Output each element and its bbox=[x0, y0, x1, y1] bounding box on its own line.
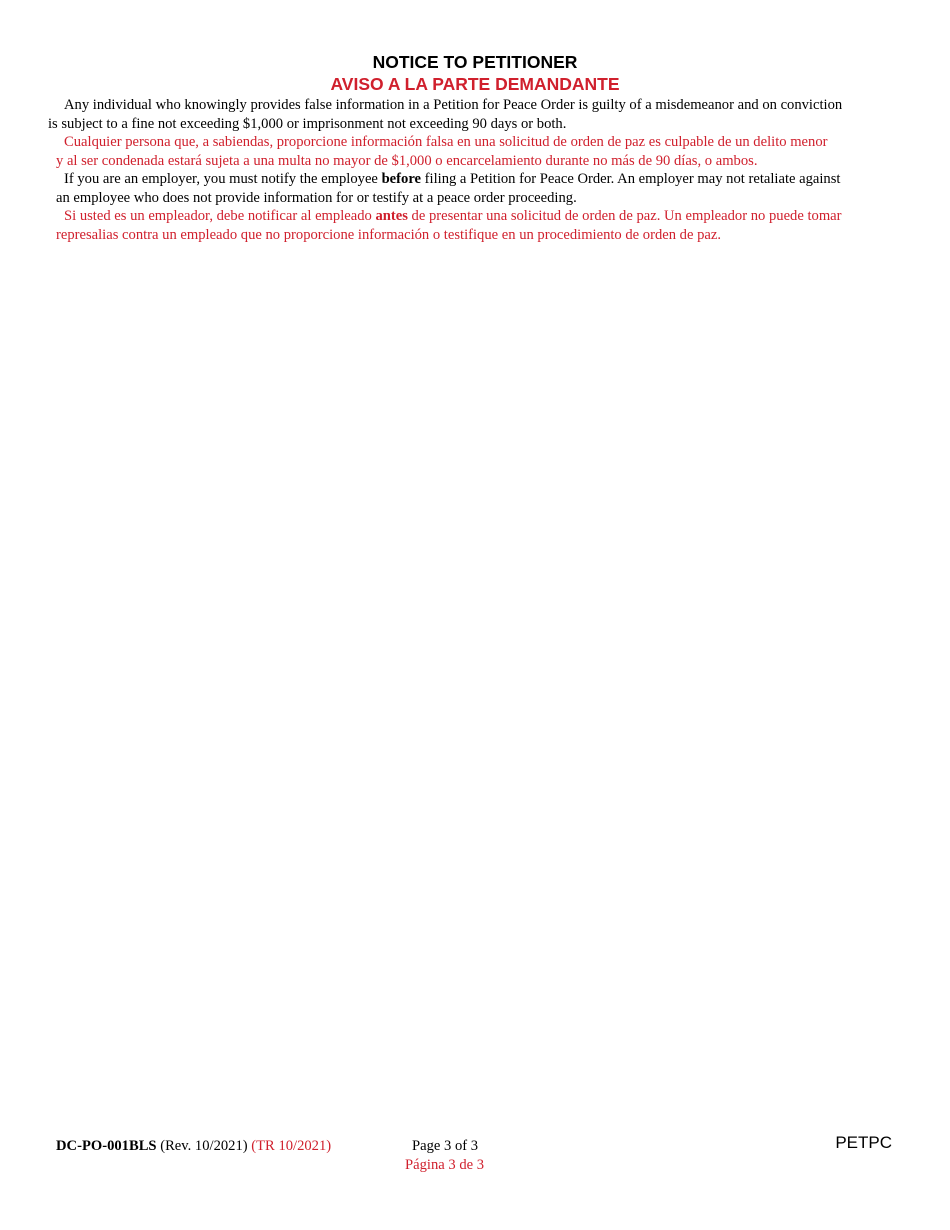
paragraph-line bbox=[56, 207, 898, 226]
notice-paragraph-es-employer bbox=[56, 207, 898, 244]
emphasis-before: before bbox=[381, 171, 422, 187]
notice-paragraph-en-false-info bbox=[48, 96, 898, 133]
line-text: Si usted es un empleador, debe notificar al empleado bbox=[64, 208, 376, 224]
line-text: If you are an employer, you must notify the employee bbox=[64, 171, 382, 187]
form-code: PETPC bbox=[835, 1133, 892, 1152]
form-identifier bbox=[56, 1137, 331, 1155]
paragraph-line bbox=[56, 170, 898, 189]
translation-revision: (TR 10/2021) bbox=[251, 1138, 332, 1154]
paragraph-line: is subject to a fine not exceeding $1,000 or imprisonment not exceeding 90 days or both. bbox=[48, 115, 567, 132]
notice-paragraph-en-employer bbox=[56, 170, 898, 207]
paragraph-line: y al ser condenada estará sujeta a una multa no mayor de $1,000 o encarcelamiento durante no más de 90 días, o ambos. bbox=[56, 152, 758, 169]
page-number-es: Página 3 de 3 bbox=[405, 1157, 485, 1173]
form-number: DC-PO-001BLS bbox=[56, 1138, 157, 1154]
paragraph-line: represalias contra un empleado que no proporcione información o testifique en un procedimiento de orden de paz. bbox=[56, 226, 721, 243]
notice-title-es: AVISO A LA PARTE DEMANDANTE bbox=[330, 74, 620, 94]
page-number-en: Page 3 of 3 bbox=[412, 1138, 479, 1154]
paragraph-line: Any individual who knowingly provides false information in a Petition for Peace Order is guilty of a misdemeanor and on conviction bbox=[64, 97, 843, 113]
paragraph-line: an employee who does not provide information for or testify at a peace order proceeding. bbox=[56, 189, 577, 206]
line-text: filing a Petition for Peace Order. An employer may not retaliate against bbox=[421, 171, 841, 187]
line-text: de presentar una solicitud de orden de paz. Un empleador no puede tomar bbox=[407, 208, 842, 224]
form-revision: (Rev. 10/2021) bbox=[160, 1138, 248, 1154]
paragraph-line: Cualquier persona que, a sabiendas, proporcione información falsa en una solicitud de orden de paz es culpable de un delito menor bbox=[64, 134, 828, 150]
notice-paragraph-es-false-info bbox=[56, 133, 898, 170]
emphasis-antes: antes bbox=[375, 208, 408, 224]
notice-title-en: NOTICE TO PETITIONER bbox=[372, 52, 578, 72]
